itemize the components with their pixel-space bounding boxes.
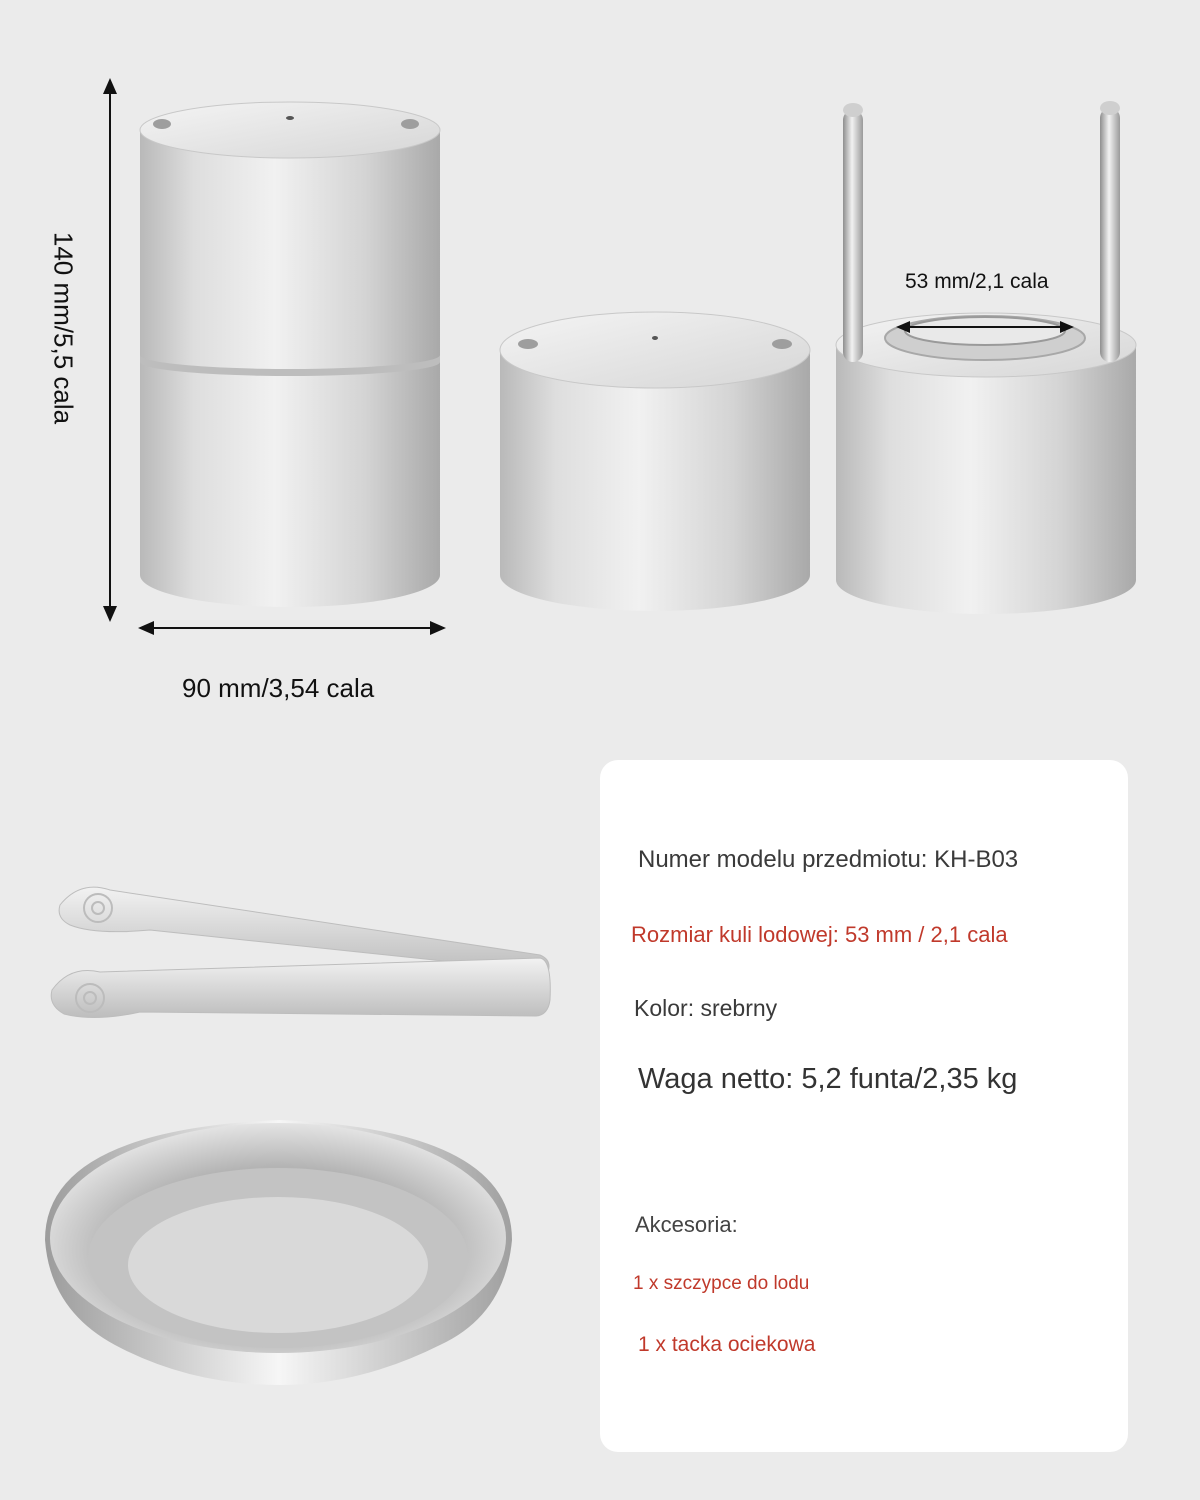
ball-dimension-label: 53 mm/2,1 cala	[905, 270, 1049, 293]
accessories-title: Akcesoria:	[635, 1212, 738, 1237]
width-dimension-label: 90 mm/3,54 cala	[182, 673, 375, 703]
model-number: Numer modelu przedmiotu: KH-B03	[638, 846, 1019, 873]
drip-tray	[45, 1120, 512, 1385]
height-dimension-label: 140 mm/5,5 cala	[48, 231, 79, 425]
ice-press-assembled	[140, 102, 440, 607]
accessory-item: 1 x szczypce do lodu	[633, 1273, 810, 1294]
vertical-dimension-arrow	[103, 78, 117, 622]
ice-press-top-half	[500, 312, 810, 611]
horizontal-dimension-arrow	[138, 621, 446, 635]
specification-card	[600, 760, 1128, 1452]
accessory-item: 1 x tacka ociekowa	[638, 1333, 816, 1356]
color-spec: Kolor: srebrny	[634, 995, 778, 1021]
ice-tongs	[51, 887, 550, 1017]
ice-press-bottom-half	[836, 101, 1136, 614]
ice-ball-size: Rozmiar kuli lodowej: 53 mm / 2,1 cala	[631, 922, 1008, 947]
net-weight: Waga netto: 5,2 funta/2,35 kg	[638, 1063, 1018, 1095]
